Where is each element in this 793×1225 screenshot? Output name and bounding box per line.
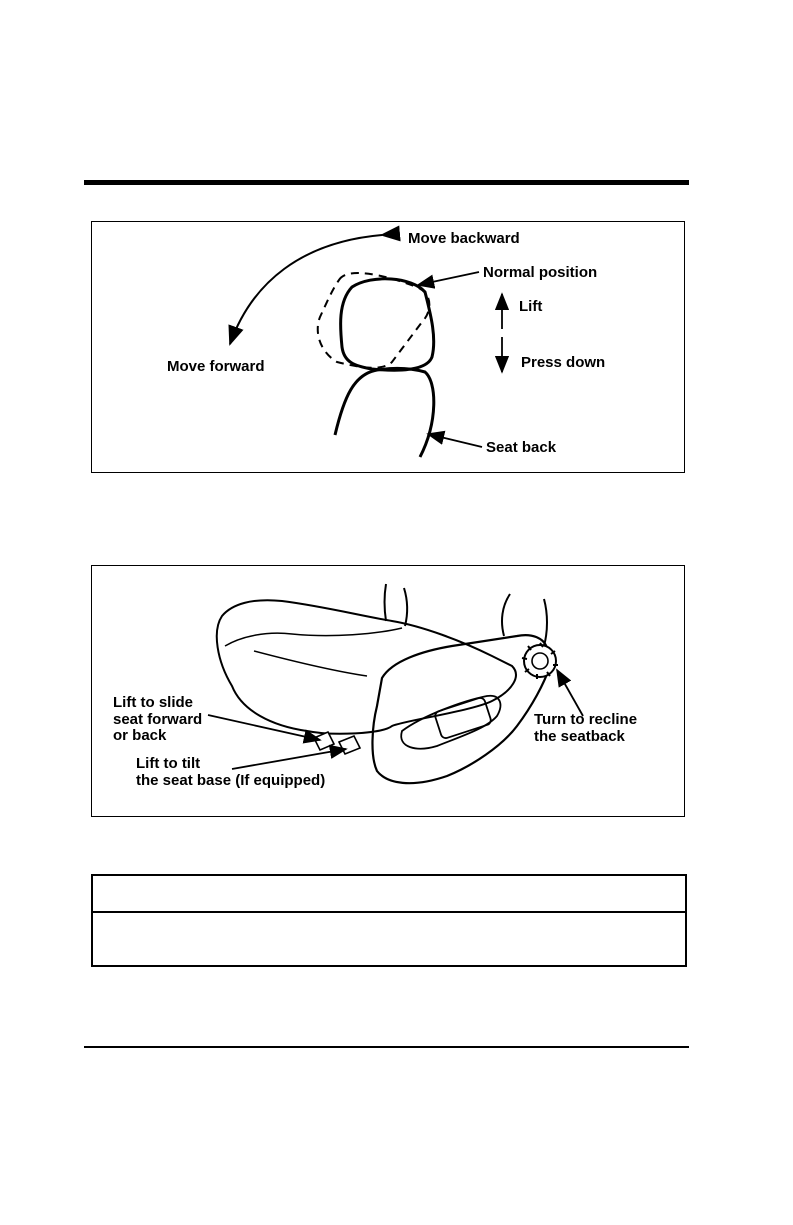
tilt-label-line1: Lift to tilt [136, 755, 201, 772]
tilt-label-line2: the seat base (If equipped) [136, 772, 326, 789]
notice-box-header [93, 876, 685, 913]
slide-label-line3: or back [113, 727, 167, 744]
slide-label-line2: seat forward [113, 711, 203, 728]
slide-label-line1: Lift to slide [113, 694, 193, 711]
seat-back-outline [335, 369, 434, 457]
normal-position-label: Normal position [483, 264, 598, 281]
seatback-right-edge [502, 594, 510, 636]
lift-label: Lift [519, 298, 543, 315]
seatback-left-edge [385, 584, 387, 621]
head-restraint-illustration [92, 222, 686, 474]
seatback-mid-edge [404, 588, 407, 626]
tilt-lever-icon [339, 736, 360, 754]
recline-label-line1: Turn to recline [534, 711, 638, 728]
tilt-lever-leader [232, 749, 346, 769]
seatback-far-edge [544, 599, 547, 646]
seat-cushion-top-seam [225, 628, 402, 646]
side-pocket [434, 697, 492, 740]
header-rule [84, 180, 689, 185]
seat-back-label: Seat back [486, 439, 557, 456]
normal-position-leader [418, 272, 479, 285]
move-forward-label: Move forward [167, 358, 265, 375]
seat-back-leader [428, 434, 482, 447]
recline-label-line2: the seatback [534, 728, 625, 745]
seat-controls-figure [91, 565, 685, 817]
recline-knob-leader [557, 670, 583, 716]
slide-lever-icon [314, 732, 334, 750]
press-down-label: Press down [521, 354, 606, 371]
notice-box [91, 874, 687, 967]
head-restraint-dashed-outline [318, 273, 430, 368]
footer-rule [84, 1046, 689, 1048]
seat-controls-illustration [92, 566, 686, 818]
seat-cushion-outline [217, 600, 516, 733]
move-arc-arrow [230, 235, 382, 344]
head-restraint-figure [91, 221, 685, 473]
recline-knob-icon [522, 643, 558, 679]
move-backward-label: Move backward [408, 230, 520, 247]
seat-cushion-crease [254, 651, 367, 676]
